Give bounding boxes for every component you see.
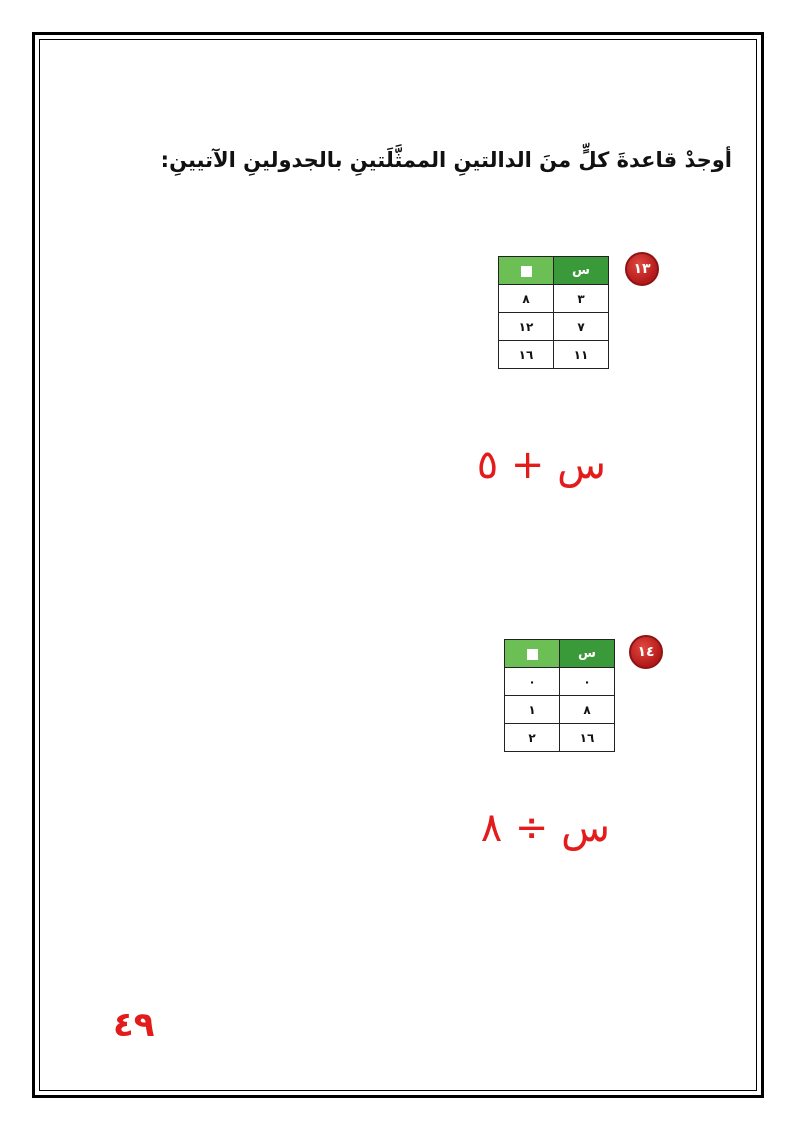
input-cell: ٣ xyxy=(554,285,609,313)
problem-number-badge: ١٤ xyxy=(629,635,663,669)
handwritten-answer: س ÷ ٨ xyxy=(480,805,610,851)
input-cell: ١٦ xyxy=(560,724,615,752)
input-cell: ٨ xyxy=(560,696,615,724)
input-cell: ١١ xyxy=(554,341,609,369)
input-cell: ٠ xyxy=(560,668,615,696)
input-column-header: س xyxy=(560,640,615,668)
output-cell: ٢ xyxy=(505,724,560,752)
output-cell: ١ xyxy=(505,696,560,724)
square-placeholder-icon xyxy=(527,649,538,660)
table-header-row xyxy=(499,257,609,285)
output-cell: ١٢ xyxy=(499,313,554,341)
table-row xyxy=(499,341,609,369)
input-column-header: س xyxy=(554,257,609,285)
output-column-header xyxy=(505,640,560,668)
function-table xyxy=(498,256,609,369)
table-row xyxy=(499,285,609,313)
output-cell: ٨ xyxy=(499,285,554,313)
input-cell: ٧ xyxy=(554,313,609,341)
table-row xyxy=(505,668,615,696)
table-row xyxy=(505,724,615,752)
table-header-row xyxy=(505,640,615,668)
problem-number-badge: ١٣ xyxy=(625,252,659,286)
instruction-text: أوجدْ قاعدةَ كلٍّ منَ الدالتينِ الممثَّلَتينِ بالجدولينِ الآتيينِ: xyxy=(160,148,732,172)
output-cell: ١٦ xyxy=(499,341,554,369)
table-row xyxy=(499,313,609,341)
output-cell: ٠ xyxy=(505,668,560,696)
handwritten-answer: س + ٥ xyxy=(476,442,606,488)
page-number: ٤٩ xyxy=(113,1005,155,1045)
page-border-inner xyxy=(39,39,757,1091)
table-row xyxy=(505,696,615,724)
function-table xyxy=(504,639,615,752)
square-placeholder-icon xyxy=(521,266,532,277)
output-column-header xyxy=(499,257,554,285)
